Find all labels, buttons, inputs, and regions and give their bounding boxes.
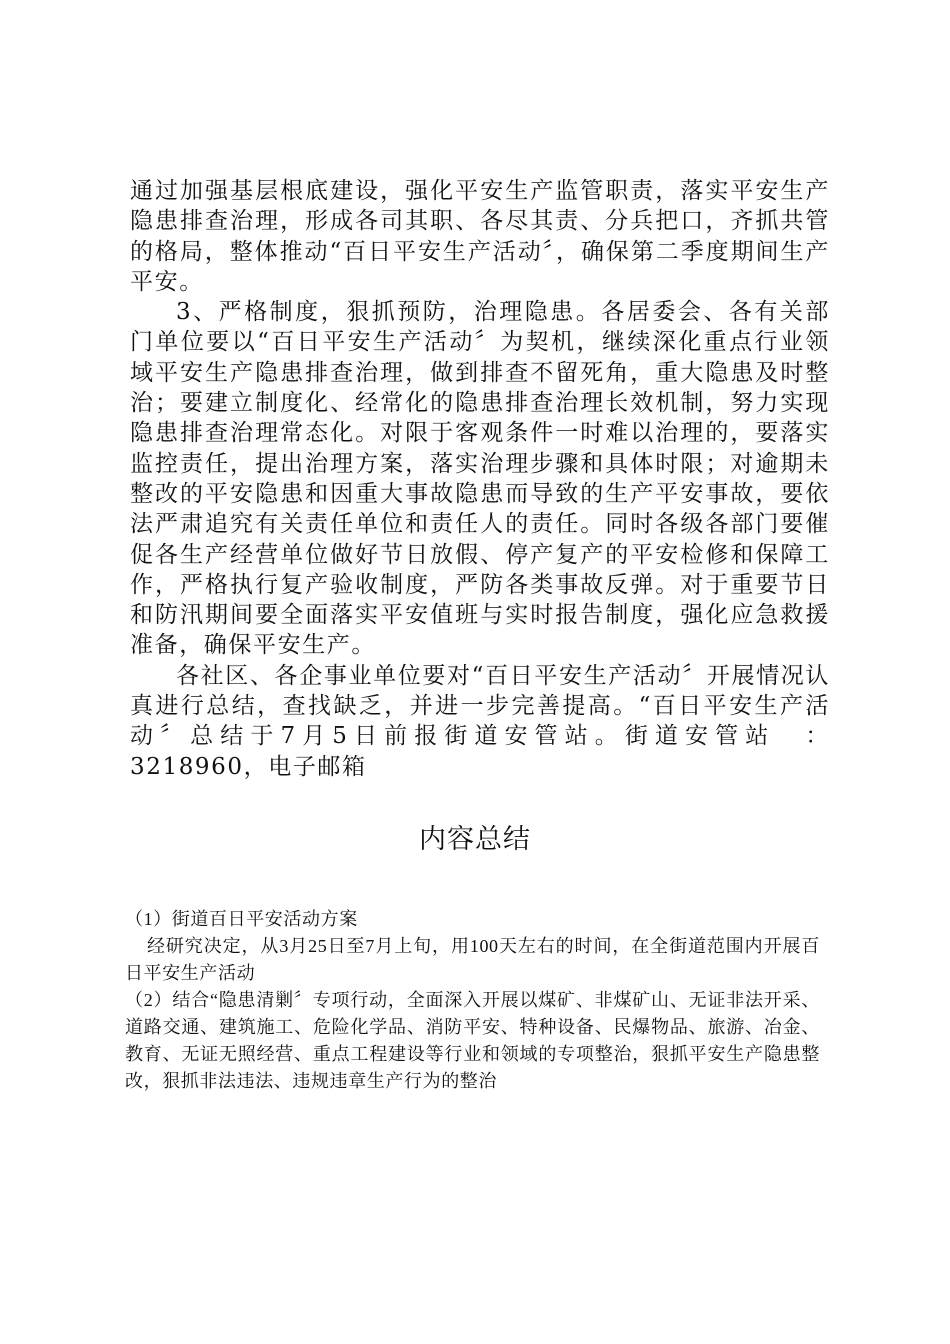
paragraph-2: 3、严格制度，狠抓预防，治理隐患。各居委会、各有关部门单位要以“百日平安生产活动〞为契机，继续深化重点行业领域平安生产隐患排查治理，做到排查不留死角，重大隐患及时整治；要建立制度化、经常化的隐患排查治理长效机制，努力实现隐患排查治理常态化。对限于客观条件一时难以治理的，要落实监控责任，提出治理方案，落实治理步骤和具体时限；对逾期未整改的平安隐患和因重大事故隐患而导致的生产平安事故，要依法严肃追究有关责任单位和责任人的责任。同时各级各部门要催促各生产经营单位做好节日放假、停产复产的平安检修和保障工作，严格执行复产验收制度，严防各类事故反弹。对于重要节日和防汛期间要全面落实平安值班与实时报告制度，强化应急救援准备，确保平安生产。 <box>130 299 830 659</box>
paragraph-3: 各社区、各企事业单位要对“百日平安生产活动〞开展情况认真进行总结，查找缺乏，并进一步完善提高。“百日平安生产活动〞总结于7月5日前报街道安管站。街道安管站 ：3218960，电子邮箱 <box>130 662 830 780</box>
summary-item-1-text: 经研究决定，从3月25日至7月上旬，用100天左右的时间，在全街道范围内开展百日平安生产活动 <box>125 936 820 983</box>
summary-title: 内容总结 <box>419 824 531 855</box>
body-text <box>130 176 830 782</box>
summary-item-1-heading: （1）街道百日平安活动方案 <box>125 909 358 929</box>
summary-item-2: （2）结合“隐患清剿〞专项行动，全面深入开展以煤矿、非煤矿山、无证非法开采、道路交通、建筑施工、危险化学品、消防平安、特种设备、民爆物品、旅游、冶金、教育、无证无照经营、重点工程建设等行业和领域的专项整治，狠抓平安生产隐患整改，狠抓非法违法、违规违章生产行为的整治 <box>125 990 820 1091</box>
summary-section <box>125 906 820 1095</box>
paragraph-1: 通过加强基层根底建设，强化平安生产监管职责，落实平安生产隐患排查治理，形成各司其职、各尽其责、分兵把口，齐抓共管的格局，整体推动“百日平安生产活动〞，确保第二季度期间生产平安。 <box>130 178 830 295</box>
